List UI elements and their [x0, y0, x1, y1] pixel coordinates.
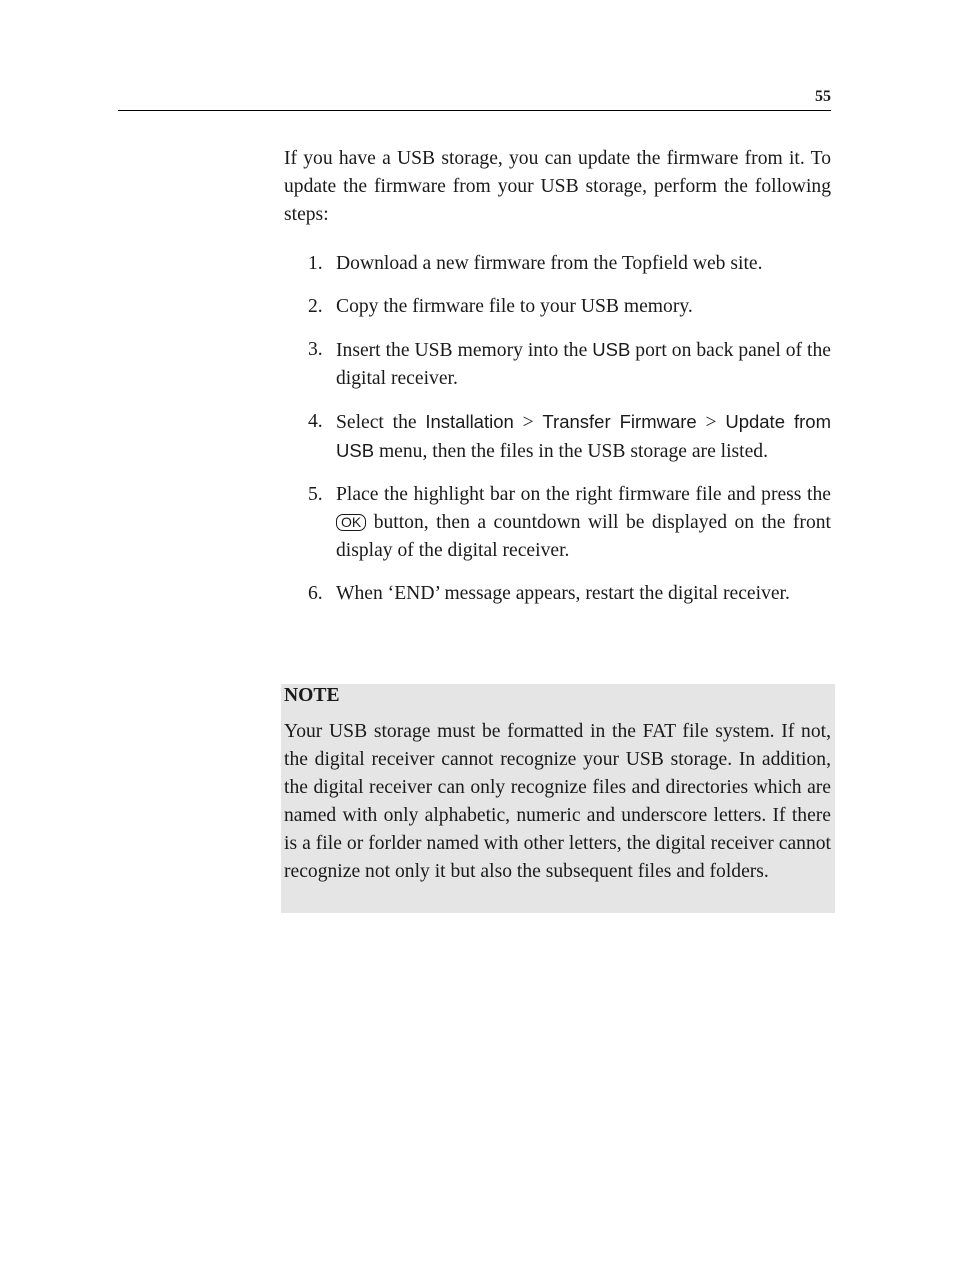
main-content	[284, 145, 831, 623]
step-text-post: menu, then the files in the USB storage are listed.	[374, 441, 769, 462]
note-title: NOTE	[284, 685, 340, 706]
ok-key-label: OK	[336, 514, 366, 531]
step-text-pre: Select the	[336, 412, 426, 433]
step-text-pre: Insert the USB memory into the	[336, 340, 593, 361]
step-text-pre: Place the highlight bar on the right firmware file and press the	[336, 484, 831, 505]
step-text: Download a new firmware from the Topfield web site.	[336, 253, 763, 274]
header-rule	[118, 110, 831, 111]
step-text: When ‘END’ message appears, restart the digital receiver.	[336, 583, 790, 604]
step-number: 2.	[308, 296, 323, 317]
step-number: 4.	[308, 411, 323, 432]
step-text-post: port on back panel of the digital receiver.	[336, 340, 831, 389]
step-item	[284, 336, 831, 393]
step-item	[284, 293, 831, 321]
menu-update-from-usb: Update from USB	[336, 411, 831, 461]
note-body: Your USB storage must be formatted in the FAT file system. If not, the digital receiver cannot recognize your USB storage. In addition, the digital receiver can only recognize files and directories which are named with only alphabetic, numeric and underscore letters. If there is a file or forlder named with other letters, the digital receiver cannot recognize not only it but also the subsequent files and folders.	[284, 721, 831, 882]
menu-transfer-firmware: Transfer Firmware	[542, 411, 697, 432]
step-text: Copy the firmware file to your USB memory.	[336, 296, 693, 317]
step-number: 5.	[308, 484, 323, 505]
step-text-post: button, then a countdown will be displayed on the front display of the digital receiver.	[336, 512, 831, 561]
step-number: 3.	[308, 339, 323, 360]
page-number: 55	[815, 88, 831, 105]
step-item	[284, 408, 831, 466]
step-number: 6.	[308, 583, 323, 604]
step-number: 1.	[308, 253, 323, 274]
steps-list	[284, 250, 831, 608]
intro-paragraph: If you have a USB storage, you can update the firmware from it. To update the firmware from your USB storage, perform the following steps:	[284, 148, 831, 225]
step-item	[284, 580, 831, 608]
menu-installation: Installation	[425, 411, 514, 432]
usb-port-label: USB	[592, 339, 631, 360]
step-item	[284, 250, 831, 278]
menu-separator: >	[513, 412, 543, 433]
step-item	[284, 481, 831, 565]
note-box	[281, 684, 835, 913]
menu-separator: >	[696, 412, 726, 433]
